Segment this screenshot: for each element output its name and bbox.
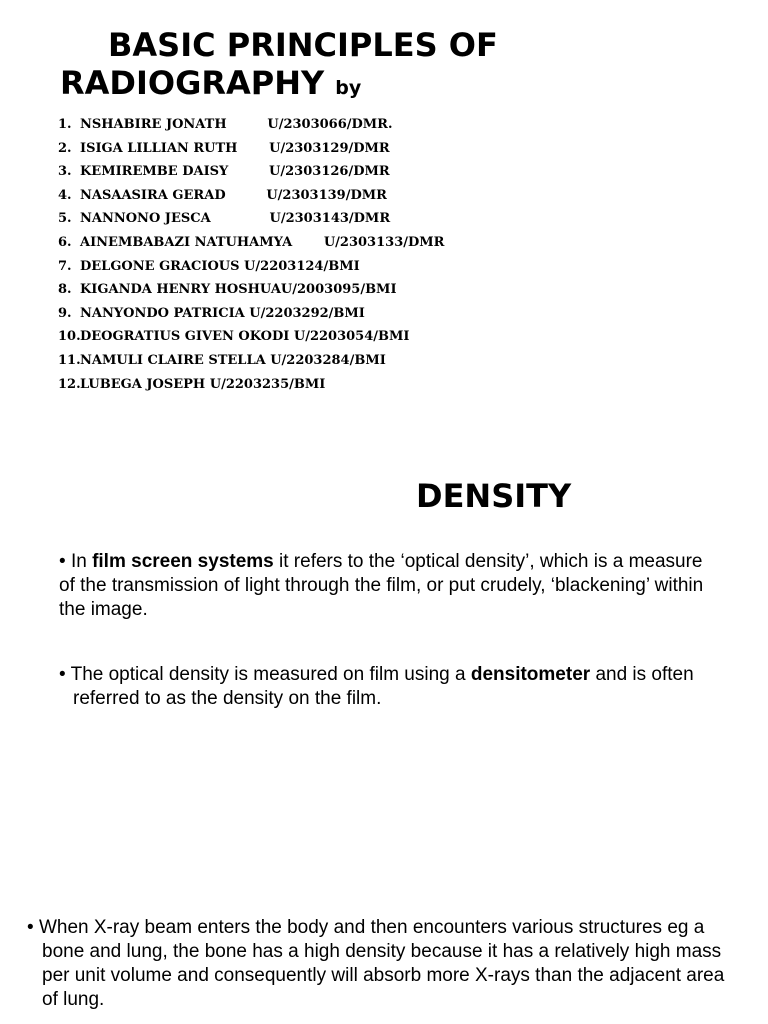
title-by: by [335,77,362,99]
member-text: NANNONO JESCA U/2303143/DMR [80,211,391,227]
member-number: 8. [58,282,72,298]
member-item [58,328,444,352]
section-heading: DENSITY [416,477,572,515]
member-text: DEOGRATIUS GIVEN OKODI U/2203054/BMI [80,329,410,345]
member-item [58,140,444,164]
member-text: ISIGA LILLIAN RUTH U/2303129/DMR [80,140,390,156]
paragraph-text: When X-ray beam enters the body and then encounters various structures eg a bone and lung, the bone has a high density because it has a relatively high mass per unit volume and consequently will absorb more X-rays than the adjacent area of lung. [38,917,725,1010]
paragraph-text-pre: In [70,551,87,572]
member-text: KEMIREMBE DAISY U/2303126/DMR [80,164,390,180]
paragraph-text-post: and is often referred to as the density on the film. [73,664,694,709]
member-number: 7. [58,258,72,274]
member-item [58,258,444,282]
member-item [58,187,444,211]
member-text: LUBEGA JOSEPH U/2203235/BMI [80,376,326,392]
member-item [58,352,444,376]
member-item [58,116,444,140]
member-text: NAMULI CLAIRE STELLA U/2203284/BMI [80,352,386,368]
member-number: 3. [58,164,72,180]
member-text: AINEMBABAZI NATUHAMYA U/2303133/DMR [80,234,445,250]
title-line-2-text: RADIOGRAPHY [60,64,325,102]
member-item [58,281,444,305]
paragraph-xray-beam [27,916,742,1012]
member-number: 5. [58,211,72,227]
bullet: • [27,917,34,938]
member-text: NANYONDO PATRICIA U/2203292/BMI [80,305,365,321]
title-line-1: BASIC PRINCIPLES OF [108,26,498,64]
member-number: 11. [58,352,81,368]
document-title [60,26,498,107]
member-text: KIGANDA HENRY HOSHUAU/2003095/BMI [80,282,397,298]
member-number: 2. [58,140,72,156]
group-members-list [58,116,444,399]
paragraph-bold-term: densitometer [470,664,591,685]
bullet: • [59,664,66,685]
member-text: NSHABIRE JONATH U/2303066/DMR. [80,117,393,132]
member-item [58,163,444,187]
paragraph-text-pre: The optical density is measured on film using a [70,664,466,685]
member-text: NASAASIRA GERAD U/2303139/DMR [80,187,387,203]
member-number: 12. [58,376,81,392]
member-text: DELGONE GRACIOUS U/2203124/BMI [80,258,360,274]
member-item [58,376,444,400]
member-item [58,210,444,234]
bullet: • [59,551,66,572]
member-item [58,305,444,329]
member-number: 1. [58,117,72,132]
member-item [58,234,444,258]
member-number: 6. [58,234,72,250]
member-number: 9. [58,305,72,321]
member-number: 4. [58,187,72,203]
paragraph-densitometer [59,663,753,711]
member-number: 10. [58,329,81,345]
paragraph-bold-term: film screen systems [92,551,274,572]
paragraph-text-post: it refers to the ‘optical density’, which is a measure of the transmission of light through the film, or put crudely, ‘blackening’ within the image. [59,551,704,620]
title-line-2 [60,64,498,107]
paragraph-film-screen [59,550,719,622]
